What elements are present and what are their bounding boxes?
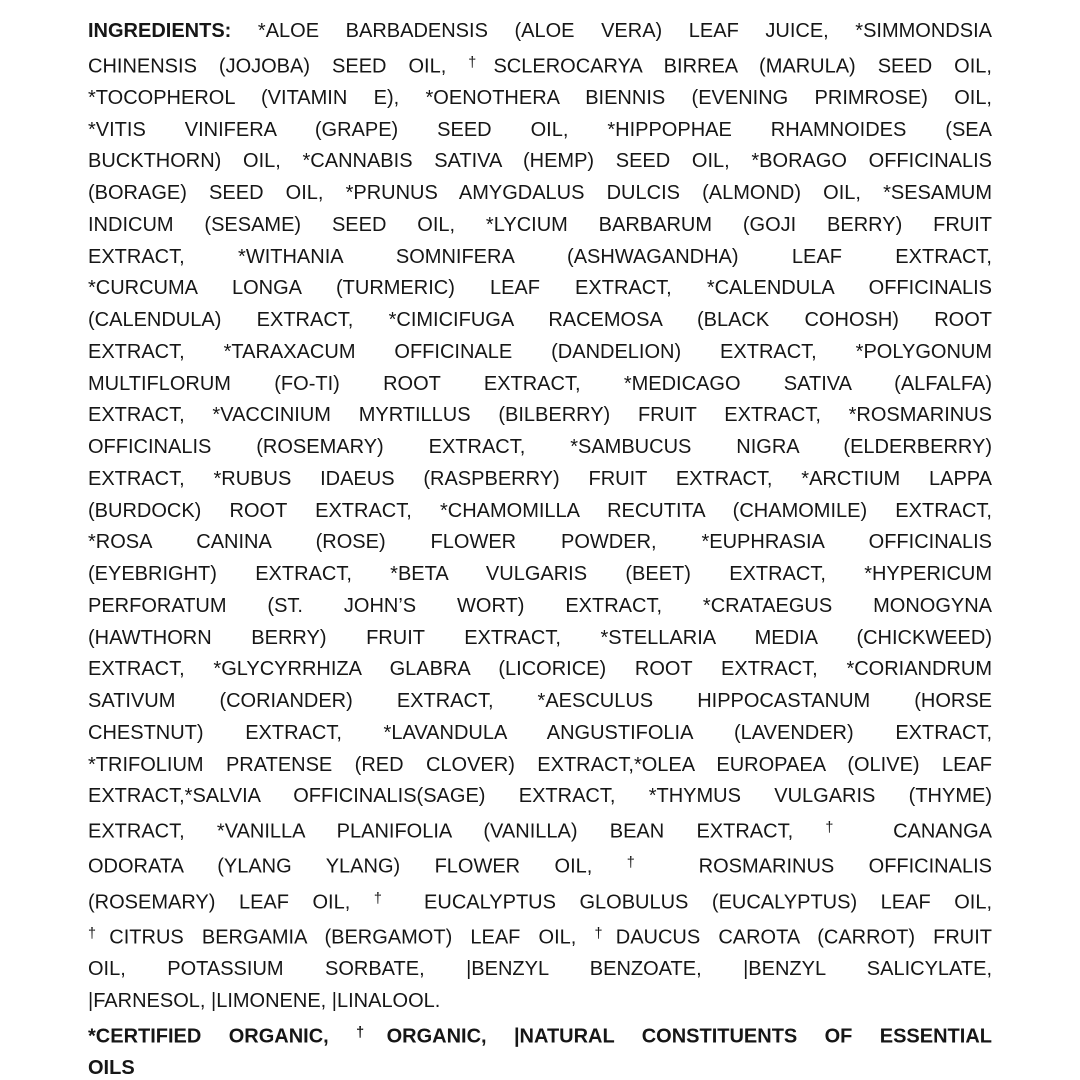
ingredients-line: |FARNESOL, |LIMONENE, |LINALOOL. [88,989,441,1012]
ingredients-line: EXTRACT, *GLYCYRRHIZA GLABRA (LICORICE) ROOT EXTRACT, *CORIANDRUM [88,658,992,681]
dagger-marker: † [594,925,616,942]
ingredients-line: CHINENSIS (JOJOBA) SEED OIL, †SCLEROCARYA BIRREA (MARULA) SEED OIL, [88,54,992,78]
ingredients-line: SATIVUM (CORIANDER) EXTRACT, *AESCULUS HIPPOCASTANUM (HORSE [88,690,992,713]
ingredients-line: PERFORATUM (ST. JOHN’S WORT) EXTRACT, *CRATAEGUS MONOGYNA [88,594,992,617]
dagger-marker: † [825,820,861,837]
ingredients-line: (HAWTHORN BERRY) FRUIT EXTRACT, *STELLARIA MEDIA (CHICKWEED) [88,626,992,649]
ingredients-line: (BURDOCK) ROOT EXTRACT, *CHAMOMILLA RECUTITA (CHAMOMILE) EXTRACT, [88,499,992,522]
ingredients-line: †CITRUS BERGAMIA (BERGAMOT) LEAF OIL, †DAUCUS CAROTA (CARROT) FRUIT [88,925,992,949]
ingredients-line: INDICUM (SESAME) SEED OIL, *LYCIUM BARBARUM (GOJI BERRY) FRUIT [88,213,992,236]
ingredients-line: *TOCOPHEROL (VITAMIN E), *OENOTHERA BIENNIS (EVENING PRIMROSE) OIL, [88,86,992,109]
dagger-marker: † [88,925,109,942]
ingredients-line: EXTRACT, *WITHANIA SOMNIFERA (ASHWAGANDHA) LEAF EXTRACT, [88,245,992,268]
ingredients-line: BUCKTHORN) OIL, *CANNABIS SATIVA (HEMP) SEED OIL, *BORAGO OFFICINALIS [88,150,992,173]
ingredients-line: OFFICINALIS (ROSEMARY) EXTRACT, *SAMBUCUS NIGRA (ELDERBERRY) [88,436,992,459]
ingredients-text [88,16,992,1018]
dagger-marker: † [626,855,664,872]
ingredients-line: ODORATA (YLANG YLANG) FLOWER OIL, † ROSMARINUS OFFICINALIS [88,855,992,878]
footnote-line: OILS [88,1056,135,1079]
footnote-text [88,1018,992,1080]
ingredients-line: (CALENDULA) EXTRACT, *CIMICIFUGA RACEMOSA (BLACK COHOSH) ROOT [88,309,992,332]
ingredients-line: EXTRACT, *TARAXACUM OFFICINALE (DANDELION) EXTRACT, *POLYGONUM [88,340,992,363]
ingredients-line: *CURCUMA LONGA (TURMERIC) LEAF EXTRACT, *CALENDULA OFFICINALIS [88,277,992,300]
ingredients-line: (ROSEMARY) LEAF OIL, † EUCALYPTUS GLOBULUS (EUCALYPTUS) LEAF OIL, [88,890,992,914]
ingredients-line: EXTRACT, *VACCINIUM MYRTILLUS (BILBERRY) FRUIT EXTRACT, *ROSMARINUS [88,404,992,427]
ingredients-line: *VITIS VINIFERA (GRAPE) SEED OIL, *HIPPOPHAE RHAMNOIDES (SEA [88,118,992,141]
ingredients-heading: INGREDIENTS: [88,20,232,42]
footnote-line: *CERTIFIED ORGANIC, †ORGANIC, |NATURAL CONSTITUENTS OF ESSENTIAL [88,1024,992,1048]
ingredients-line: EXTRACT, *RUBUS IDAEUS (RASPBERRY) FRUIT EXTRACT, *ARCTIUM LAPPA [88,467,992,490]
dagger-marker: † [468,54,493,71]
ingredients-line: EXTRACT,*SALVIA OFFICINALIS(SAGE) EXTRACT, *THYMUS VULGARIS (THYME) [88,785,992,808]
ingredients-line: MULTIFLORUM (FO-TI) ROOT EXTRACT, *MEDICAGO SATIVA (ALFALFA) [88,372,992,395]
ingredients-line: OIL, POTASSIUM SORBATE, |BENZYL BENZOATE, |BENZYL SALICYLATE, [88,958,992,981]
ingredients-line: CHESTNUT) EXTRACT, *LAVANDULA ANGUSTIFOLIA (LAVENDER) EXTRACT, [88,721,992,744]
dagger-marker: † [373,890,400,907]
ingredients-line: (BORAGE) SEED OIL, *PRUNUS AMYGDALUS DULCIS (ALMOND) OIL, *SESAMUM [88,182,992,205]
ingredients-line: INGREDIENTS: *ALOE BARBADENSIS (ALOE VERA) LEAF JUICE, *SIMMONDSIA [88,20,992,42]
ingredients-line: *TRIFOLIUM PRATENSE (RED CLOVER) EXTRACT,*OLEA EUROPAEA (OLIVE) LEAF [88,753,992,776]
dagger-marker: † [356,1024,386,1041]
ingredients-line: *ROSA CANINA (ROSE) FLOWER POWDER, *EUPHRASIA OFFICINALIS [88,531,992,554]
ingredients-line: (EYEBRIGHT) EXTRACT, *BETA VULGARIS (BEET) EXTRACT, *HYPERICUM [88,563,992,586]
ingredients-line: EXTRACT, *VANILLA PLANIFOLIA (VANILLA) BEAN EXTRACT, † CANANGA [88,820,992,843]
